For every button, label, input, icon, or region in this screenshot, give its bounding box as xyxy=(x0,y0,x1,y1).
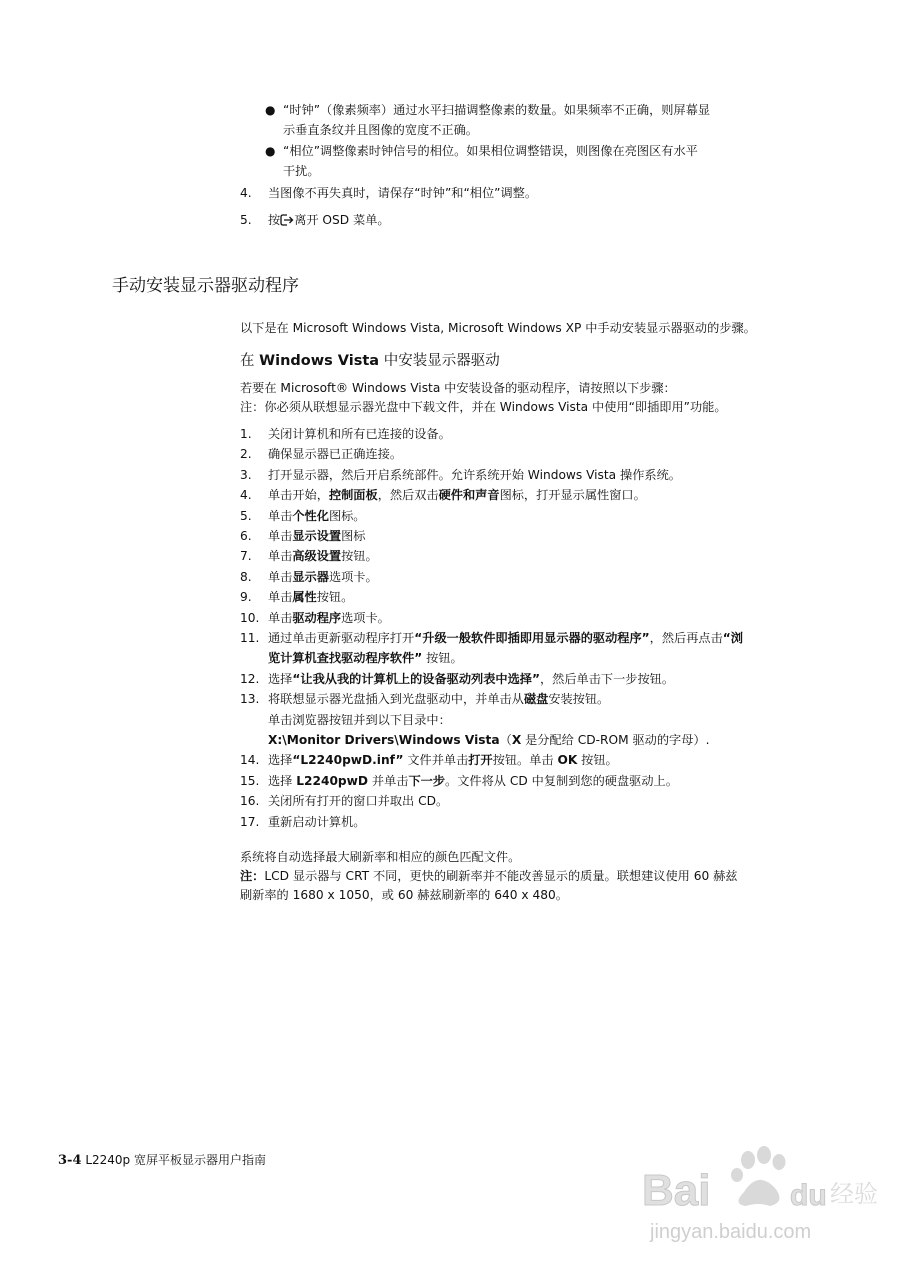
bold-text: X xyxy=(511,733,522,747)
text-segment: 单击 xyxy=(268,610,293,625)
bullet-icon: ● xyxy=(265,103,276,117)
step-text xyxy=(268,424,451,444)
baidu-watermark xyxy=(640,1140,878,1245)
step-number: 11. xyxy=(240,631,260,645)
bold-text: 显示器 xyxy=(292,569,329,584)
pre-line: 若要在 Microsoft® Windows Vista 中安装设备的驱动程序，请按照以下步骤： xyxy=(240,381,676,395)
text-segment: （ xyxy=(499,733,512,747)
step-text xyxy=(268,587,353,607)
step-text xyxy=(268,485,646,505)
text-segment: 单击 xyxy=(268,569,293,584)
step-number: 13. xyxy=(240,692,260,707)
text-segment: 将联想显示器光盘插入到光盘驱动中，并单击从 xyxy=(268,692,524,707)
text-segment: 是分配给 CD-ROM 驱动的字母）. xyxy=(521,733,710,747)
text-segment: LCD 显示器与 CRT 不同，更快的刷新率并不能改善显示的质量。联想建议使用 60 赫兹 xyxy=(264,869,738,883)
text-segment: 刷新率的 1680 x 1050，或 60 赫兹刷新率的 640 x 480。 xyxy=(240,888,568,902)
step-number: 1. xyxy=(240,427,252,441)
paw-icon xyxy=(731,1146,786,1206)
step-number: 8. xyxy=(240,569,252,584)
step-text-pre: 按 xyxy=(268,213,281,227)
text-segment: 并单击 xyxy=(368,773,409,788)
step-number: 17. xyxy=(240,814,260,829)
step-number: 4. xyxy=(240,488,252,503)
text-segment: ，然后单击下一步按钮。 xyxy=(539,671,675,686)
exit-icon xyxy=(280,214,294,226)
step-text xyxy=(268,567,378,587)
watermark-brand-cn: 经验 xyxy=(830,1180,878,1208)
text-segment: 按钮。 xyxy=(341,549,378,564)
step-text xyxy=(268,812,366,832)
post-line xyxy=(240,885,568,905)
step-number: 7. xyxy=(240,549,252,564)
bullet-icon: ● xyxy=(265,144,276,158)
bold-text: 硬件和声音 xyxy=(438,488,500,503)
bold-text: L2240pwD xyxy=(296,773,369,788)
text-segment: 选项卡。 xyxy=(341,610,390,625)
step-number: 2. xyxy=(240,447,252,462)
bold-text: 注： xyxy=(240,869,265,883)
text-segment: 按钮。单击 xyxy=(492,753,558,768)
text-segment: 选择 xyxy=(268,671,293,686)
subsection-bold: Windows Vista xyxy=(259,353,380,369)
text-segment: 单击 xyxy=(268,590,293,605)
step-text xyxy=(268,791,448,811)
bold-text: 高级设置 xyxy=(292,549,342,564)
text-segment: 重新启动计算机。 xyxy=(268,814,366,829)
step-number: 14. xyxy=(240,753,260,768)
bold-text: “L2240pwD.inf” xyxy=(292,753,404,768)
bold-text: 控制面板 xyxy=(328,488,378,503)
post-line xyxy=(240,847,520,867)
step-text xyxy=(268,210,390,230)
step-number: 6. xyxy=(240,529,252,543)
step-number: 16. xyxy=(240,794,260,809)
bold-text: “浏 xyxy=(722,631,743,645)
text-segment: 打开显示器，然后开启系统部件。允许系统开始 Windows Vista 操作系统。 xyxy=(268,467,681,482)
step-text xyxy=(268,771,678,791)
text-segment: 选择 xyxy=(268,753,293,768)
step-text xyxy=(268,628,743,648)
text-segment: 通过单击更新驱动程序打开 xyxy=(268,631,415,645)
bullet-line: “时钟”（像素频率）通过水平扫描调整像素的数量。如果频率不正确，则屏幕显 xyxy=(283,103,711,117)
subsection-prefix: 在 xyxy=(240,353,260,369)
step-number: 5. xyxy=(240,213,252,227)
text-segment: 图标，打开显示属性窗口。 xyxy=(499,488,646,503)
text-segment: 选择 xyxy=(268,773,297,788)
step-text xyxy=(268,608,390,628)
watermark-brand-right: du xyxy=(790,1179,827,1212)
step-text xyxy=(268,689,609,709)
text-segment: 按钮。 xyxy=(422,651,463,666)
bold-text: “升级一般软件即插即用显示器的驱动程序” xyxy=(414,631,650,645)
text-segment: 按钮。 xyxy=(316,590,354,605)
step-text xyxy=(268,546,378,566)
footer-title: L2240p 宽屏平板显示器用户指南 xyxy=(81,1153,266,1167)
step-text xyxy=(268,669,674,689)
bullet-line: 示垂直条纹并且图像的宽度不正确。 xyxy=(283,123,478,137)
step-text xyxy=(268,750,618,770)
step-text xyxy=(268,465,681,485)
text-segment: 图标 xyxy=(341,529,366,543)
bullet-line: “相位”调整像素时钟信号的相位。如果相位调整错误，则图像在亮图区有水平 xyxy=(283,144,698,158)
note-line: 注：你必须从联想显示器光盘中下载文件，并在 Windows Vista 中使用“即插即用”功能。 xyxy=(240,400,727,414)
text-segment: 系统将自动选择最大刷新率和相应的颜色匹配文件。 xyxy=(240,850,521,864)
text-segment: 单击 xyxy=(268,508,293,523)
subsection-suffix: 中安装显示器驱动 xyxy=(379,353,500,369)
step-text xyxy=(268,444,402,464)
post-line xyxy=(240,866,737,886)
step-number: 12. xyxy=(240,671,260,686)
text-segment: 单击 xyxy=(268,529,293,543)
step-number: 4. xyxy=(240,186,252,200)
text-segment: 选项卡。 xyxy=(328,569,378,584)
step-number: 10. xyxy=(240,610,260,625)
bold-text: OK xyxy=(557,753,578,768)
step-number: 9. xyxy=(240,590,252,605)
watermark-brand-left: Bai xyxy=(642,1166,711,1215)
bold-text: 个性化 xyxy=(292,508,329,523)
text-segment: 单击开始， xyxy=(268,488,329,503)
text-segment: ，然后双击 xyxy=(377,488,439,503)
step-text xyxy=(268,648,463,668)
intro-text: 以下是在 Microsoft Windows Vista, Microsoft Windows XP 中手动安装显示器驱动的步骤。 xyxy=(240,321,756,335)
text-segment: 。文件将从 CD 中复制到您的硬盘驱动上。 xyxy=(445,773,678,788)
step-text xyxy=(268,730,709,750)
text-segment: 安装按钮。 xyxy=(548,692,610,707)
text-segment: ，然后再点击 xyxy=(649,631,723,645)
subsection-title xyxy=(240,350,500,372)
text-segment: 图标。 xyxy=(328,508,366,523)
text-segment: 关闭计算机和所有已连接的设备。 xyxy=(268,427,451,441)
bold-text: 显示设置 xyxy=(292,529,342,543)
text-segment: 文件并单击 xyxy=(403,753,469,768)
bullet-line: 干扰。 xyxy=(283,164,320,178)
bold-text: 驱动程序 xyxy=(292,610,342,625)
bold-text: 览计算机查找驱动程序软件” xyxy=(268,651,423,666)
page-footer xyxy=(58,1150,266,1171)
watermark-url: jingyan.baidu.com xyxy=(650,1221,812,1243)
bold-text: “让我从我的计算机上的设备驱动列表中选择” xyxy=(292,671,540,686)
step-number: 3. xyxy=(240,467,252,482)
step-text-post: 离开 OSD 菜单。 xyxy=(294,213,390,227)
text-segment: 单击浏览器按钮并到以下目录中： xyxy=(268,712,451,727)
bold-text: 磁盘 xyxy=(523,692,549,707)
step-number: 15. xyxy=(240,773,260,788)
step-text xyxy=(268,710,451,730)
bold-text: 下一步 xyxy=(408,773,446,788)
text-segment: 按钮。 xyxy=(577,753,618,768)
bold-text: 打开 xyxy=(468,753,493,768)
step-text xyxy=(268,526,366,546)
text-segment: 确保显示器已正确连接。 xyxy=(268,447,403,462)
page-number: 3-4 xyxy=(58,1153,82,1168)
step-text: 当图像不再失真时，请保存“时钟”和“相位”调整。 xyxy=(268,186,538,200)
bold-text: 属性 xyxy=(292,590,317,605)
text-segment: 关闭所有打开的窗口并取出 CD。 xyxy=(268,794,449,809)
section-title: 手动安装显示器驱动程序 xyxy=(112,276,299,296)
text-segment: 单击 xyxy=(268,549,293,564)
step-text xyxy=(268,506,366,526)
bold-text: X:\Monitor Drivers\Windows Vista xyxy=(268,733,500,747)
step-number: 5. xyxy=(240,508,252,523)
